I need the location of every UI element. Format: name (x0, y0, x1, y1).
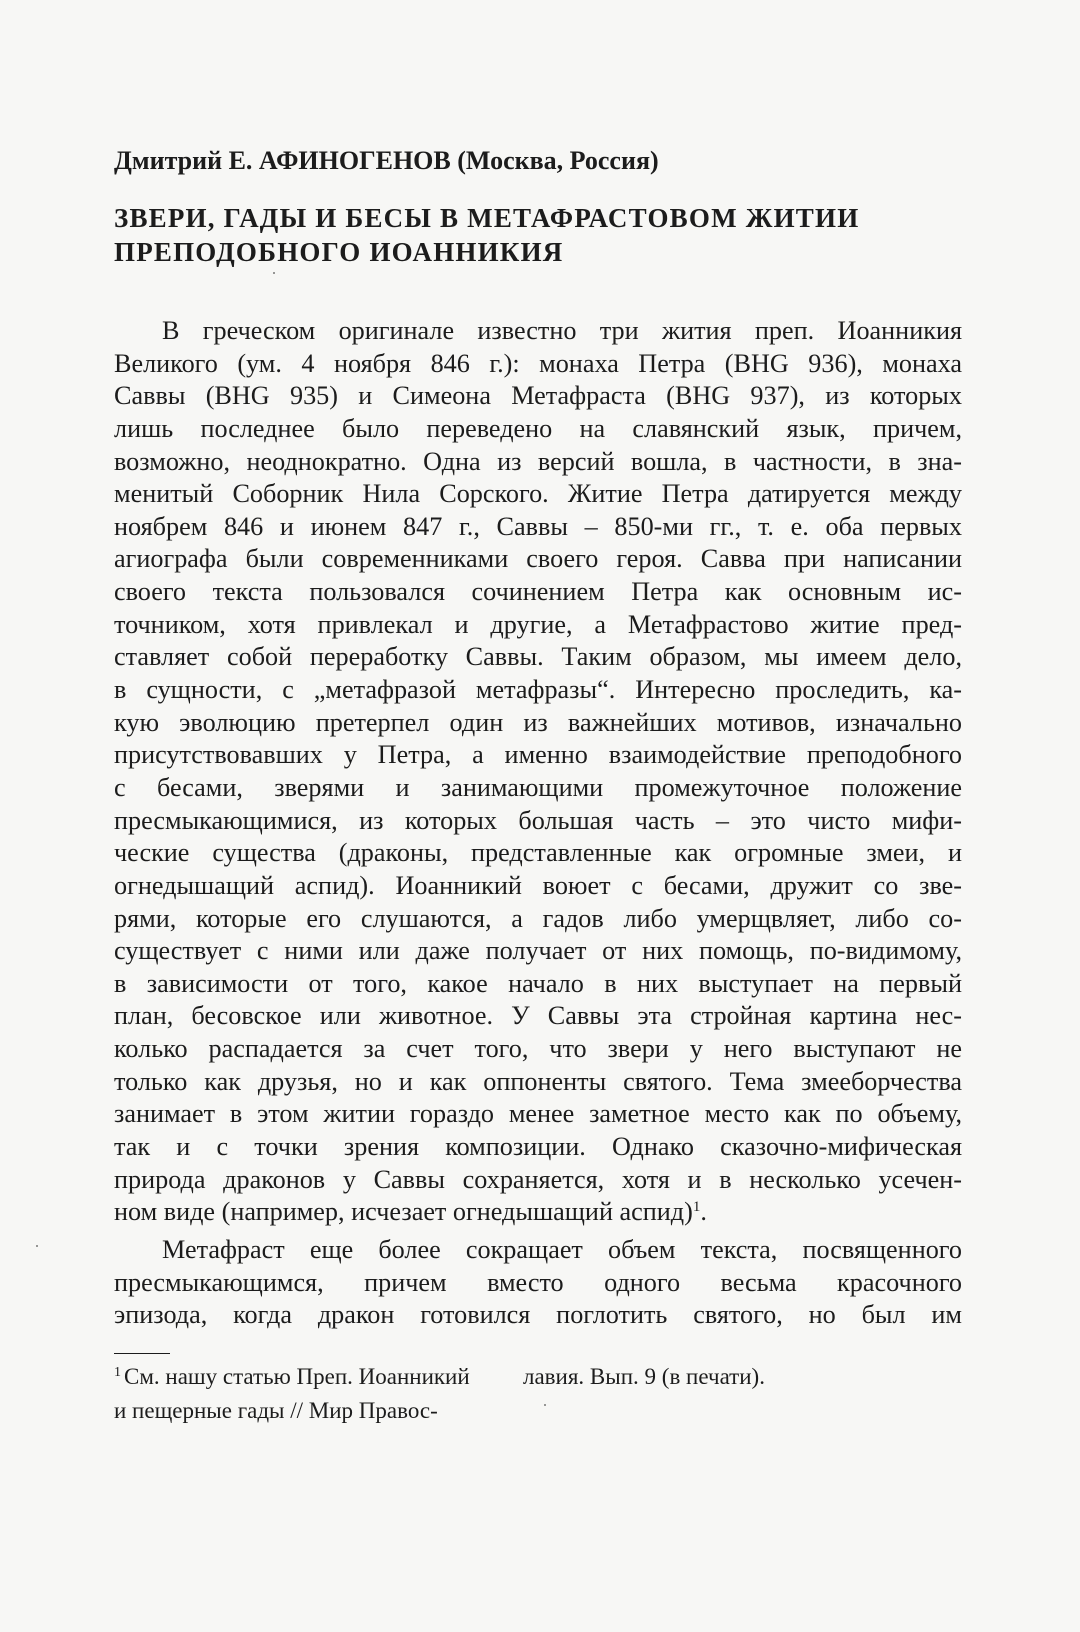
footnote-line: и пещерные гады // Мир Правос- (114, 1398, 438, 1423)
text-line: ноябрем 846 и июнем 847 г., Саввы – 850-ми гг., т. е. оба первых (114, 511, 962, 541)
text-line: эпизода, когда дракон готовился поглотить святого, но был им (114, 1300, 962, 1330)
text-line: существует с ними или даже получает от них помощь, по-видимому, (114, 936, 962, 966)
scan-speck (36, 1245, 38, 1247)
article-title (114, 201, 964, 269)
scan-speck (273, 272, 275, 274)
text-line: в зависимости от того, какое начало в них выступает на первый (114, 968, 962, 998)
text-line: в сущности, с „метафразой метафразы“. Интересно проследить, ка- (114, 675, 962, 705)
text-line-last (114, 1196, 962, 1229)
text-line: пресмыкающимся, причем вместо одного весьма красочного (114, 1267, 962, 1297)
text-line: агиографа были современниками своего героя. Савва при написании (114, 544, 962, 574)
text-line: с бесами, зверями и занимающими промежуточное положение (114, 772, 962, 802)
article-body (114, 315, 962, 1332)
text-line: так и с точки зрения композиции. Однако сказочно-мифическая (114, 1132, 962, 1162)
text-line: Великого (ум. 4 ноября 846 г.): монаха Петра (BHG 936), монаха (114, 348, 962, 378)
text-line-content: ном виде (например, исчезает огнедышащий аспид) (114, 1197, 693, 1227)
title-line-2: ПРЕПОДОБНОГО ИОАННИКИЯ (114, 237, 564, 267)
paragraph-1 (114, 315, 962, 1229)
text-line: ставляет собой переработку Саввы. Таким образом, мы имеем дело, (114, 642, 962, 672)
text-line: Саввы (BHG 935) и Симеона Метафраста (BHG 937), из которых (114, 381, 962, 411)
text-line: точником, хотя привлекал и другие, а Метафрастово житие пред- (114, 609, 962, 639)
text-line: огнедышащий аспид). Иоанникий воюет с бесами, дружит со зве- (114, 870, 962, 900)
scan-speck (544, 1404, 546, 1406)
footnote-line (114, 1360, 470, 1394)
text-line: рями, которые его слушаются, а гадов либо умерщвляет, либо со- (114, 903, 962, 933)
footnote-marker: 1 (114, 1365, 121, 1380)
text-line: кую эволюцию претерпел один из важнейших мотивов, изначально (114, 707, 962, 737)
text-line: менитый Соборник Нила Сорского. Житие Петра датируется между (114, 479, 962, 509)
text-line: присутствовавших у Петра, а именно взаимодействие преподобного (114, 740, 962, 770)
text-line: ческие существа (драконы, представленные как огромные змеи, и (114, 838, 962, 868)
footnote-column-left (114, 1360, 470, 1428)
title-line-1: ЗВЕРИ, ГАДЫ И БЕСЫ В МЕТАФРАСТОВОМ ЖИТИИ (114, 203, 860, 233)
text-line: пресмыкающимися, из которых большая часть – это чисто мифи- (114, 805, 962, 835)
sentence-end: . (700, 1197, 707, 1227)
text-line: лишь последнее было переведено на славянский язык, причем, (114, 413, 962, 443)
author-line: Дмитрий Е. АФИНОГЕНОВ (Москва, Россия) (114, 146, 659, 175)
text-line: природа драконов у Саввы сохраняется, хотя и в несколько усечен- (114, 1164, 962, 1194)
text-line: колько распадается за счет того, что звери у него выступают не (114, 1034, 962, 1064)
footnote-divider (114, 1353, 170, 1354)
text-line: В греческом оригинале известно три жития преп. Иоанникия (162, 316, 962, 345)
text-line: Метафраст еще более сокращает объем текста, посвященного (162, 1234, 962, 1264)
text-line: возможно, неоднократно. Одна из версий вошла, в частности, в зна- (114, 446, 962, 476)
footnote-reference[interactable]: 1 (692, 1199, 701, 1216)
footnote-text: См. нашу статью Преп. Иоанникий (124, 1364, 470, 1389)
paragraph-2 (114, 1234, 962, 1332)
text-line: план, бесовское или животное. У Саввы эта стройная картина нес- (114, 1001, 962, 1031)
text-line: только как друзья, но и как оппоненты святого. Тема змееборчества (114, 1066, 962, 1096)
footnote-line: лавия. Вып. 9 (в печати). (523, 1364, 765, 1389)
footnote-column-right (523, 1360, 765, 1394)
text-line: занимает в этом житии гораздо менее заметное место как по объему, (114, 1099, 962, 1129)
text-line: своего текста пользовался сочинением Петра как основным ис- (114, 577, 962, 607)
